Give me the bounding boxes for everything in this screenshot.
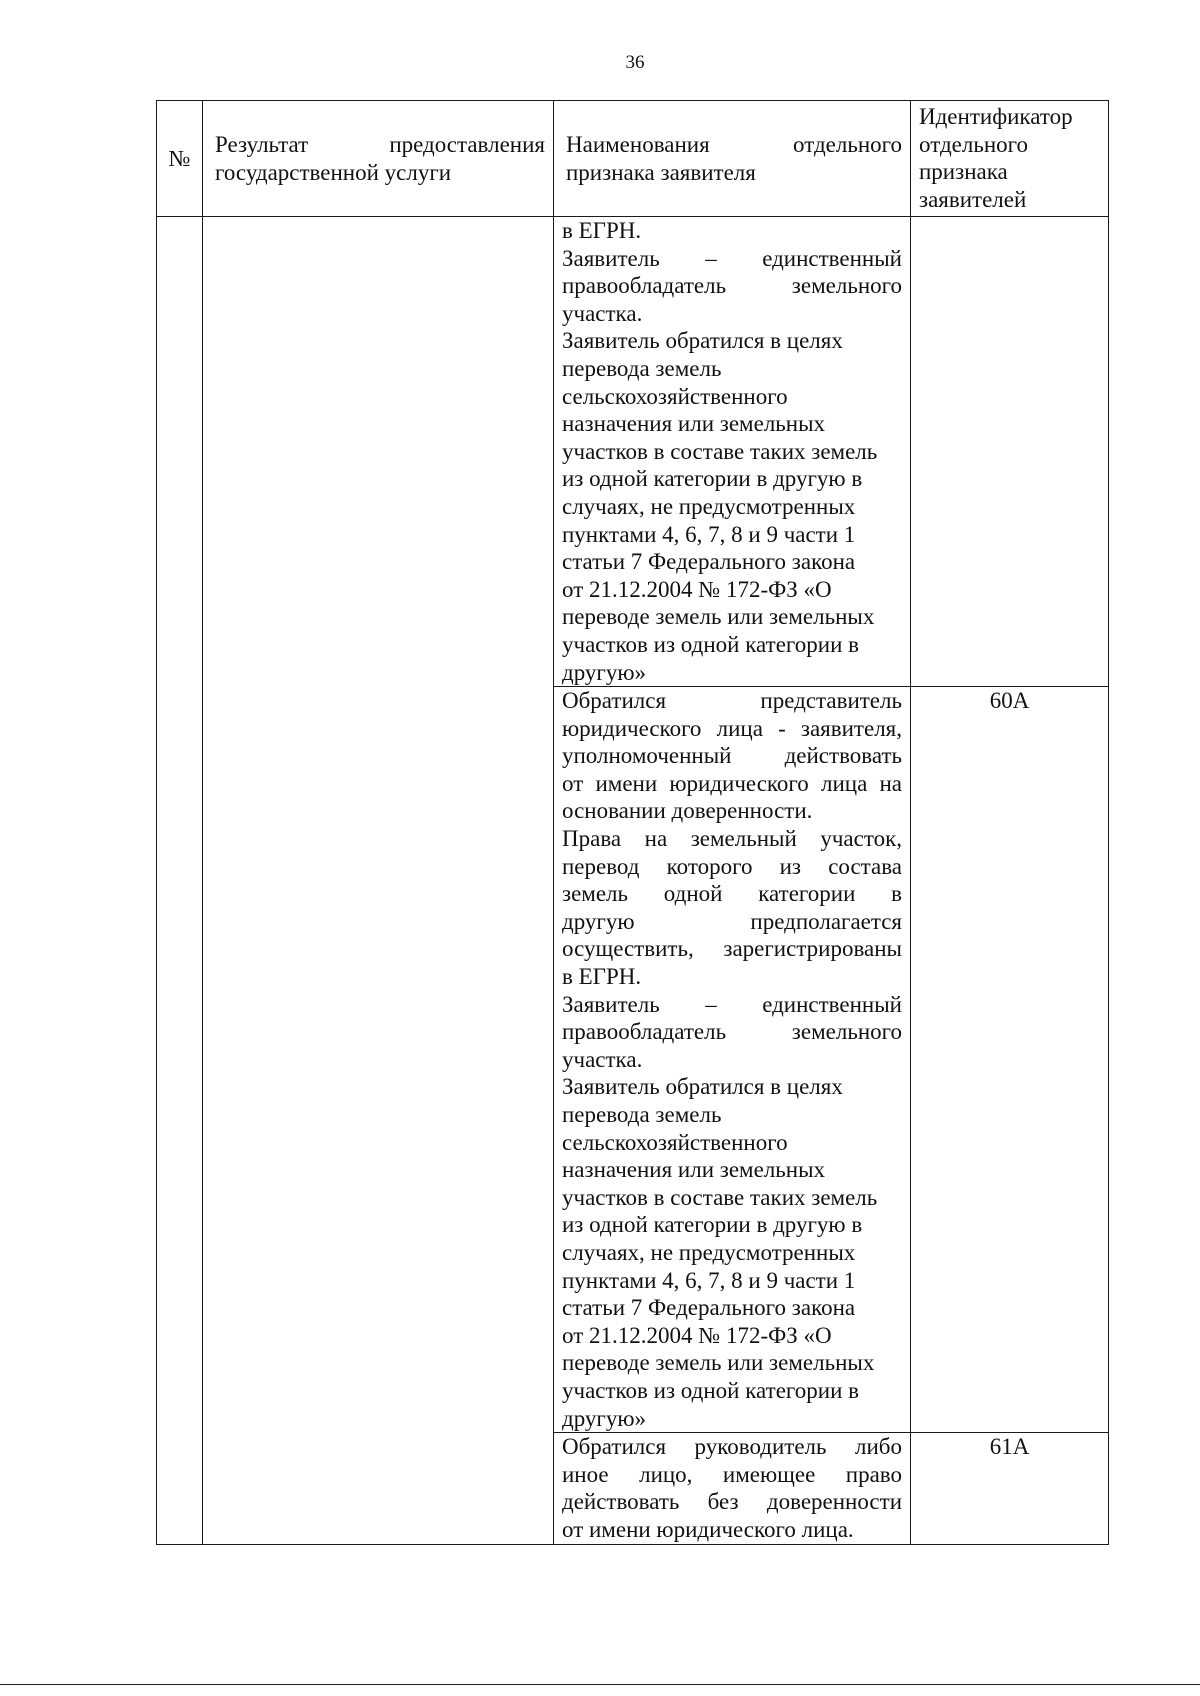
sign-text-line: участка. (562, 300, 643, 326)
sign-text-line: от 21.12.2004 № 172-ФЗ «О (562, 576, 832, 602)
sign-text-line: участков в составе таких земель (562, 438, 878, 464)
header-result: Результат предоставления государственной услуги (203, 101, 554, 217)
sign-text-line: статьи 7 Федерального закона (562, 1295, 856, 1321)
sign-text-line: Обратился представитель (562, 688, 902, 714)
applicant-signs-table (156, 100, 1109, 1545)
sign-text-line: Права на земельный участок, (562, 826, 902, 852)
sign-text-line: случаях, не предусмотренных (562, 493, 856, 519)
page-bottom-rule (0, 1684, 1200, 1685)
sign-text-line: назначения или земельных (562, 1157, 826, 1183)
sign-text-line: пунктами 4, 6, 7, 8 и 9 части 1 (562, 1267, 856, 1293)
sign-text-line: от 21.12.2004 № 172-ФЗ «О (562, 1322, 832, 1348)
sign-text-line: сельскохозяйственного (562, 1129, 788, 1155)
cell-number (157, 217, 203, 1545)
sign-text-line: от имени юридического лица на (562, 770, 902, 796)
sign-text-line: иное лицо, имеющее право (562, 1461, 902, 1487)
page-number: 36 (625, 52, 645, 73)
sign-text-line: участка. (562, 1046, 643, 1072)
sign-text-line: назначения или земельных (562, 411, 826, 437)
cell-sign-name (554, 217, 911, 687)
sign-text-line: уполномоченный действовать (562, 743, 902, 769)
sign-text-line: Заявитель обратился в целях (562, 328, 843, 354)
sign-text-line: Заявитель – единственный (562, 245, 902, 271)
sign-text-line: другую» (562, 1405, 647, 1431)
cell-sign-name (554, 687, 911, 1433)
sign-text-line: перевода земель (562, 1102, 722, 1127)
header-number: № (157, 101, 203, 217)
sign-text-line: в ЕГРН. (562, 218, 642, 243)
cell-identifier (911, 217, 1109, 687)
sign-text-line: другую» (562, 659, 647, 685)
cell-sign-name (554, 1433, 911, 1544)
sign-text-line: из одной категории в другую в (562, 1212, 863, 1238)
sign-text-line: основании доверенности. (562, 798, 813, 824)
cell-identifier: 60А (911, 687, 1109, 1433)
header-identifier: Идентификатор отдельного признака заявителей (911, 101, 1109, 217)
sign-text-line: статьи 7 Федерального закона (562, 549, 856, 575)
sign-text-line: участков из одной категории в (562, 631, 859, 657)
sign-text-line: переводе земель или земельных (562, 1350, 875, 1376)
table-header-row (157, 101, 1109, 217)
sign-text-line: правообладатель земельного (562, 1019, 902, 1045)
sign-text-line: перевода земель (562, 355, 722, 381)
sign-text-line: от имени юридического лица. (562, 1516, 854, 1542)
cell-identifier: 61А (911, 1433, 1109, 1544)
sign-text-line: переводе земель или земельных (562, 604, 875, 630)
sign-text-line: Заявитель обратился в целях (562, 1074, 843, 1100)
sign-text-line: Заявитель – единственный (562, 991, 902, 1017)
sign-text-line: случаях, не предусмотренных (562, 1239, 856, 1265)
sign-text-line: перевод которого из состава (562, 853, 902, 879)
sign-text-line: участков в составе таких земель (562, 1184, 878, 1210)
sign-text-line: из одной категории в другую в (562, 466, 863, 492)
sign-text-line: земель одной категории в (562, 881, 902, 907)
sign-text-line: сельскохозяйственного (562, 383, 788, 409)
header-sign-name: Наименования отдельного признака заявителя (554, 101, 911, 217)
sign-text-line: другую предполагается (562, 908, 902, 934)
sign-text-line: Обратился руководитель либо (562, 1434, 902, 1460)
sign-text-line: пунктами 4, 6, 7, 8 и 9 части 1 (562, 521, 856, 547)
sign-text-line: осуществить, зарегистрированы (562, 936, 902, 962)
sign-text-line: участков из одной категории в (562, 1377, 859, 1403)
table-row (157, 217, 1109, 687)
sign-text-line: юридического лица - заявителя, (562, 715, 902, 741)
sign-text-line: действовать без доверенности (562, 1489, 902, 1515)
sign-text-line: в ЕГРН. (562, 964, 642, 990)
cell-result (203, 217, 554, 1545)
sign-text-line: правообладатель земельного (562, 273, 902, 299)
